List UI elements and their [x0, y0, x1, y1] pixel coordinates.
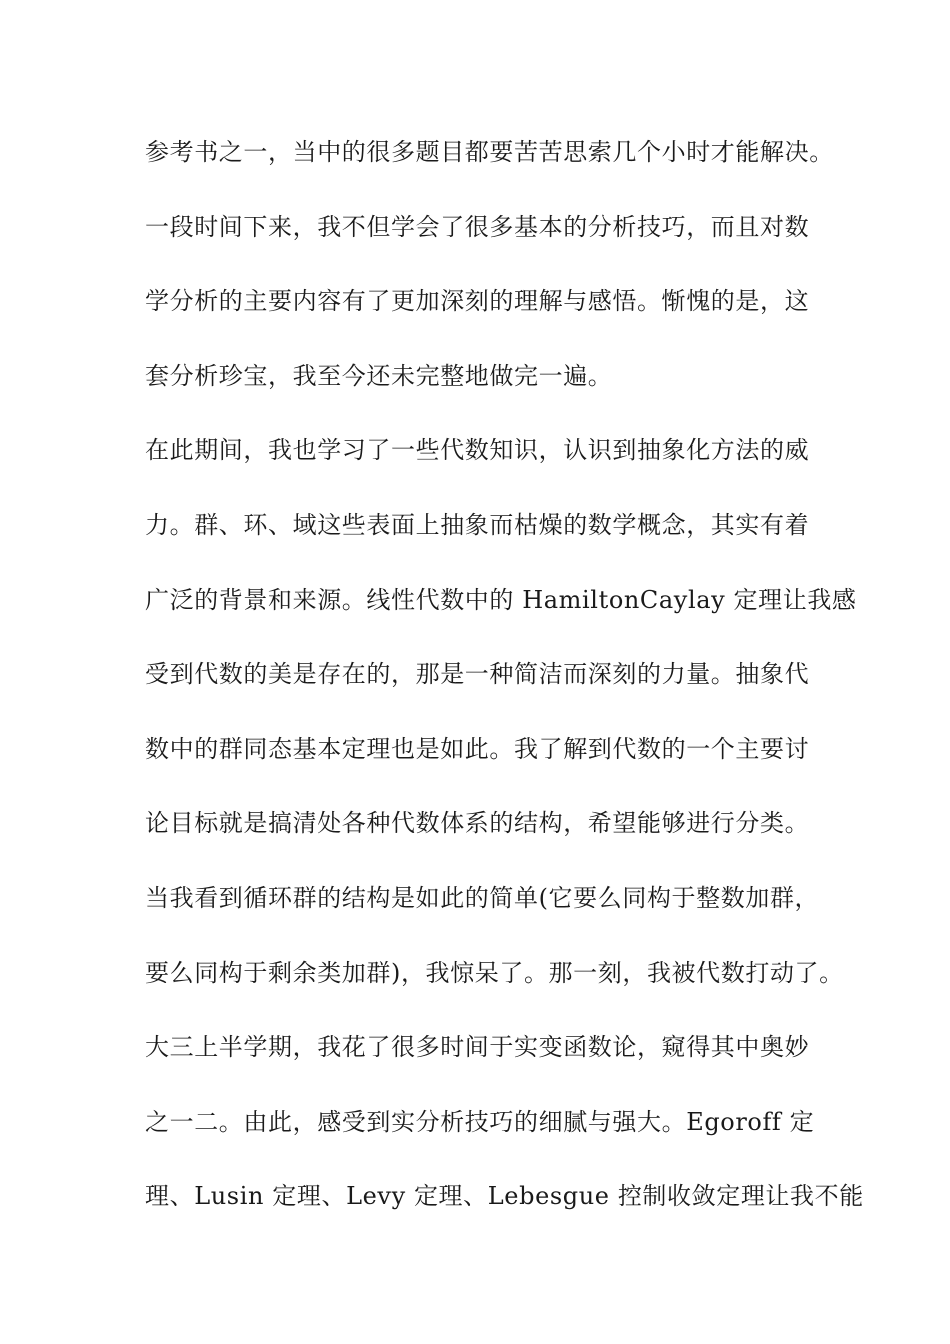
text-line: 论目标就是搞清处各种代数体系的结构，希望能够进行分类。	[145, 809, 810, 838]
text-line: 之一二。由此，感受到实分析技巧的细腻与强大。Egoroff 定	[145, 1107, 815, 1136]
text-line: 广泛的背景和来源。线性代数中的 HamiltonCaylay 定理让我感	[145, 585, 857, 614]
text-line: 套分析珍宝，我至今还未完整地做完一遍。	[145, 361, 613, 390]
text-line: 在此期间，我也学习了一些代数知识，认识到抽象化方法的威	[145, 436, 810, 465]
text-line: 数中的群同态基本定理也是如此。我了解到代数的一个主要讨	[145, 734, 810, 763]
text-line: 参考书之一，当中的很多题目都要苦苦思索几个小时才能解决。	[145, 138, 834, 166]
body-text	[145, 130, 864, 1249]
text-line: 受到代数的美是存在的，那是一种简洁而深刻的力量。抽象代	[145, 660, 810, 689]
text-line: 力。群、环、域这些表面上抽象而枯燥的数学概念，其实有着	[145, 510, 810, 539]
text-line: 大三上半学期，我花了很多时间于实变函数论，窥得其中奥妙	[145, 1033, 810, 1062]
text-line: 理、Lusin 定理、Levy 定理、Lebesgue 控制收敛定理让我不能	[145, 1182, 864, 1211]
text-line: 学分析的主要内容有了更加深刻的理解与感悟。惭愧的是，这	[145, 287, 810, 316]
text-line: 一段时间下来，我不但学会了很多基本的分析技巧，而且对数	[145, 212, 810, 241]
text-line: 当我看到循环群的结构是如此的简单(它要么同构于整数加群，	[145, 883, 820, 912]
text-line: 要么同构于剩余类加群)，我惊呆了。那一刻，我被代数打动了。	[145, 958, 844, 987]
